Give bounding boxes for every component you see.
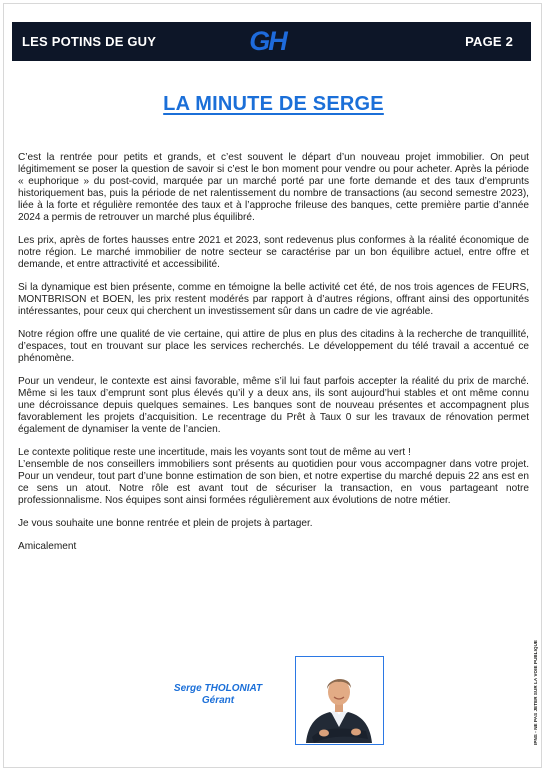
signature-role: Gérant [201,695,235,706]
signature-name: Serge THOLONIAT [173,683,263,694]
closing: Amicalement [18,541,77,552]
page-number: PAGE 2 [465,34,513,49]
article-title: LA MINUTE DE SERGE [163,93,384,115]
paragraph: Pour un vendeur, le contexte est ainsi favorable, même s’il lui faut parfois accepter la réalité du prix de marché. Même si les taux d’emprunt sont plus élevés qu’il y a deux ans, ils sont aujourd’hui stables et ont même connu une décroissance depuis quelques semaines. Les banques sont de nouveau présentes et accompagnent plus favorablement les projets d’acquisition. Le recentrage du Prêt à Taux 0 sur les travaux de rénovation permet également de dynamiser la vente de l’ancien. [18,376,529,435]
paragraph: C’est la rentrée pour petits et grands, et c’est souvent le départ d’un nouveau projet immobilier. On peut légitimement se poser la question de savoir si c’est le bon moment pour vendre ou pour acheter. Après la période « euphorique » du post-covid, marquée par un marché porté par une forte demande et des taux d’emprunts historiquement bas, puis la période de net ralentissement du nombre de transactions (au second semestre 2023), liée à la forte et régulière remontée des taux et à l’approche frileuse des banques, cette première partie d’année 2024 a permis de retrouver un marché plus équilibré. [18,152,529,223]
paragraph: Les prix, après de fortes hausses entre 2021 et 2023, sont redevenus plus conformes à la réalité économique de notre région. Le marché immobilier de notre secteur se caractérise par un bon équilibre actuel, entre offre et demande, et entre attractivité et accessibilité. [18,235,529,270]
paragraph: L’ensemble de nos conseillers immobiliers sont présents au quotidien pour vous accompagner dans votre projet. Pour un vendeur, tout part d’une bonne estimation de son bien, et notre expertise du marché depuis 22 ans est en ce sens un atout. Notre rôle est avant tout de sécuriser la transaction, en vous partageant notre professionnalisme. Nos équipes sont ainsi formées régulièrement aux évolutions de notre métier. [18,459,529,506]
article-body [18,152,529,564]
author-photo [295,656,384,745]
page-header [12,22,531,61]
portrait-icon [296,657,382,743]
signature-block [158,683,278,707]
legal-note: IPNS - NE PAS JETER SUR LA VOIE PUBLIQUE [533,639,538,745]
paragraph: Si la dynamique est bien présente, comme en témoigne la belle activité cet été, de nos trois agences de FEURS, MONTBRISON et BOEN, les prix restent modérés par rapport à d’autres régions, offrant ainsi des opportunités intéressantes, pour ceux qui cherchent un investissement sûr dans un cadre de vie agréable. [18,282,529,317]
paragraph: Notre région offre une qualité de vie certaine, qui attire de plus en plus des citadins à la recherche de tranquillité, d’espaces, tout en trouvant sur place les services recherchés. Le développement du télé travail a accentué ce phénomène. [18,329,529,364]
newsletter-name: LES POTINS DE GUY [22,34,157,49]
paragraph: Je vous souhaite une bonne rentrée et plein de projets à partager. [18,518,313,529]
gh-logo-icon: GH [249,26,286,56]
paragraph: Le contexte politique reste une incertitude, mais les voyants sont tout de même au vert ! [18,447,411,458]
